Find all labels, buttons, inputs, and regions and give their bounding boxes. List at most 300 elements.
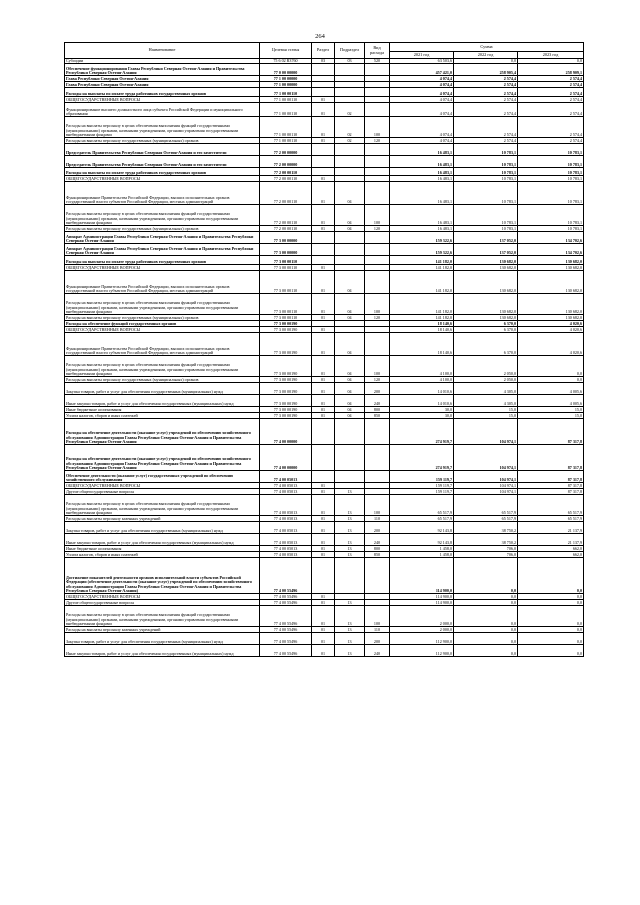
row-name-cell: Председатель Правительства Республики Северная Осетия-Алания и его заместители [65,156,260,168]
row-expense-type-cell: 100 [365,356,390,377]
row-sum-2022-cell: 130 682,0 [454,294,518,315]
table-row [65,244,584,256]
row-name-cell: Расходы на выплаты по оплате труда работников государственных органов [65,168,260,176]
row-target-article-cell: 77 4 00 55496 [260,558,312,594]
table-row [65,534,584,546]
row-subsection-cell: 13 [335,600,365,606]
row-sum-2021-cell: 4 100,0 [390,377,454,383]
row-name-cell: Другие общегосударственные вопросы [65,489,260,495]
row-subsection-cell: 13 [335,516,365,522]
row-name-cell: Председатель Правительства Республики Северная Осетия-Алания и его заместители [65,144,260,156]
row-target-article-cell: 77 3 00 00190 [260,413,312,419]
row-name-cell: Расходы на выплаты персоналу в целях обеспечения выполнения функций государственными (муниципальными) органами, казенными учреждениями, органами управления государственными внебюджетными фондами [65,205,260,226]
row-subsection-cell [335,64,365,76]
row-expense-type-cell: 100 [365,495,390,516]
row-expense-type-cell [365,168,390,176]
row-expense-type-cell: 850 [365,552,390,558]
row-sum-2021-cell: 30,0 [390,413,454,419]
row-sum-2021-cell: 114 900,0 [390,600,454,606]
row-section-cell: 01 [312,594,335,600]
row-sum-2023-cell: 87 317,8 [518,471,584,483]
row-section-cell: 01 [312,495,335,516]
row-target-article-cell: 77 2 00 00110 [260,226,312,232]
row-section-cell [312,419,335,445]
row-sum-2023-cell: 65 517,9 [518,495,584,516]
row-name-cell: Функционирование Правительства Российской Федерации, высших исполнительных органов государственной власти субъектов Российской Федерации, местных администраций [65,271,260,294]
budget-table [64,42,584,657]
row-subsection-cell: 13 [335,633,365,645]
row-subsection-cell: 02 [335,117,365,138]
row-name-cell: Обеспечение функционирования Главы Республики Северная Осетия-Алания и Правительства Республики Северная Осетия-Алания [65,64,260,76]
row-sum-2023-cell: 10 783,1 [518,182,584,205]
row-sum-2023-cell: 4 005,6 [518,383,584,395]
row-sum-2023-cell: 2 574,4 [518,82,584,88]
row-sum-2022-cell: 0,0 [454,558,518,594]
row-name-cell: Расходы на обеспечение функций государственных органов [65,321,260,327]
table-row [65,395,584,407]
row-name-cell: Функционирование Правительства Российской Федерации, высших исполнительных органов государственной власти субъектов Российской Федерации, местных администраций [65,182,260,205]
row-sum-2021-cell: 30,0 [390,407,454,413]
row-section-cell: 01 [312,182,335,205]
row-sum-2022-cell: 2 050,0 [454,377,518,383]
row-sum-2021-cell: 141 182,0 [390,256,454,265]
row-expense-type-cell [365,445,390,471]
row-sum-2022-cell: 4 305,0 [454,383,518,395]
row-sum-2023-cell: 0,0 [518,645,584,657]
row-sum-2022-cell: 104 974,1 [454,445,518,471]
row-sum-2023-cell: 0,0 [518,377,584,383]
row-sum-2022-cell: 6 370,0 [454,333,518,356]
row-sum-2022-cell: 38 750,2 [454,522,518,534]
row-expense-type-cell [365,156,390,168]
row-sum-2022-cell: 2 574,4 [454,82,518,88]
row-expense-type-cell: 100 [365,606,390,627]
row-name-cell: Иные закупки товаров, работ и услуг для обеспечения государственных (муниципальных) нужд [65,645,260,657]
row-sum-2023-cell: 87 317,8 [518,489,584,495]
row-sum-2023-cell: 4 020,6 [518,333,584,356]
row-target-article-cell: 77 0 00 00000 [260,64,312,76]
header-year-2021: 2021 год [390,52,454,59]
row-target-article-cell: 77 3 00 00110 [260,315,312,321]
row-sum-2021-cell: 16 483,1 [390,156,454,168]
row-section-cell: 01 [312,413,335,419]
row-section-cell [312,168,335,176]
row-target-article-cell: 77 4 00 00000 [260,445,312,471]
row-section-cell: 01 [312,534,335,546]
row-sum-2022-cell: 10 783,1 [454,156,518,168]
row-sum-2021-cell: 457 421,0 [390,64,454,76]
row-sum-2023-cell: 0,0 [518,356,584,377]
header-expense-type: Вид расхода [365,43,390,59]
row-sum-2022-cell: 137 052,0 [454,232,518,244]
header-subsection: Подраздел [335,43,365,59]
row-sum-2022-cell: 2 574,4 [454,138,518,144]
row-name-cell: ОБЩЕГОСУДАРСТВЕННЫЕ ВОПРОСЫ [65,97,260,103]
row-expense-type-cell: 200 [365,633,390,645]
row-sum-2023-cell: 0,0 [518,558,584,594]
row-sum-2021-cell: 14 010,6 [390,395,454,407]
table-row [65,144,584,156]
row-name-cell: Расходы на выплаты персоналу в целях обеспечения выполнения функций государственными (муниципальными) органами, казенными учреждениями, органами управления государственными внебюджетными фондами [65,495,260,516]
row-subsection-cell: 13 [335,627,365,633]
row-sum-2023-cell: 10 783,1 [518,144,584,156]
row-section-cell: 01 [312,97,335,103]
row-subsection-cell [335,419,365,445]
row-sum-2023-cell: 10 783,1 [518,176,584,182]
row-sum-2023-cell: 15,0 [518,413,584,419]
header-sum: Сумма [390,43,584,52]
row-expense-type-cell: 200 [365,383,390,395]
row-sum-2023-cell: 15,0 [518,407,584,413]
row-subsection-cell [335,256,365,265]
row-target-article-cell: 77 2 00 00000 [260,144,312,156]
row-sum-2023-cell: 0,0 [518,59,584,64]
row-section-cell: 01 [312,489,335,495]
row-section-cell: 01 [312,383,335,395]
row-sum-2022-cell: 6 370,0 [454,321,518,327]
row-sum-2023-cell: 0,0 [518,627,584,633]
row-sum-2022-cell: 10 783,1 [454,226,518,232]
row-sum-2023-cell: 87 317,8 [518,445,584,471]
row-name-cell: Расходы на выплаты персоналу государственных (муниципальных) органов [65,377,260,383]
table-row [65,103,584,117]
row-expense-type-cell: 110 [365,516,390,522]
row-sum-2021-cell: 4 074,4 [390,76,454,82]
row-expense-type-cell [365,232,390,244]
row-name-cell: Достижение показателей деятельности органов исполнительной власти субъектов Российской Федерации (обеспечение деятельности (оказание услуг) учреждений по обеспечению хозяйственного обслуживания Администрации Главы Республики Северная Осетия-Алания и Правительства Республики Северная Осетия-Алания) [65,558,260,594]
row-name-cell: Расходы на выплаты персоналу в целях обеспечения выполнения функций государственными (муниципальными) органами, казенными учреждениями, органами управления государственными внебюджетными фондами [65,117,260,138]
row-sum-2023-cell: 130 682,0 [518,294,584,315]
row-name-cell: Расходы на выплаты персоналу в целях обеспечения выполнения функций государственными (муниципальными) органами, казенными учреждениями, органами управления государственными внебюджетными фондами [65,356,260,377]
row-expense-type-cell [365,471,390,483]
row-expense-type-cell [365,558,390,594]
row-expense-type-cell [365,88,390,97]
row-section-cell: 01 [312,117,335,138]
row-sum-2021-cell: 114 900,0 [390,558,454,594]
row-name-cell: Расходы на выплаты по оплате труда работников государственных органов [65,256,260,265]
row-name-cell: Глава Республики Северная Осетия-Алания [65,76,260,82]
row-target-article-cell: 77 4 00 05013 [260,552,312,558]
row-sum-2023-cell: 10 783,1 [518,156,584,168]
row-section-cell [312,471,335,483]
row-sum-2021-cell: 159 322,6 [390,244,454,256]
row-sum-2021-cell: 141 182,0 [390,271,454,294]
row-expense-type-cell: 520 [365,59,390,64]
row-section-cell [312,256,335,265]
row-expense-type-cell: 800 [365,407,390,413]
row-sum-2022-cell: 0,0 [454,645,518,657]
row-section-cell: 01 [312,315,335,321]
row-expense-type-cell: 850 [365,413,390,419]
row-subsection-cell: 02 [335,103,365,117]
row-subsection-cell: 04 [335,315,365,321]
table-row [65,64,584,76]
row-subsection-cell: 04 [335,294,365,315]
row-name-cell: Иные бюджетные ассигнования [65,407,260,413]
row-name-cell: Глава Республики Северная Осетия-Алания [65,82,260,88]
row-target-article-cell: 77 2 00 00110 [260,168,312,176]
row-section-cell [312,244,335,256]
row-name-cell: ОБЩЕГОСУДАРСТВЕННЫЕ ВОПРОСЫ [65,594,260,600]
row-target-article-cell: 77 1 00 00110 [260,138,312,144]
table-row [65,445,584,471]
row-sum-2023-cell: 662,0 [518,546,584,552]
row-sum-2022-cell: 130 682,0 [454,265,518,271]
row-section-cell: 01 [312,333,335,356]
row-target-article-cell: 77 4 00 55496 [260,594,312,600]
header-section: Раздел [312,43,335,59]
row-target-article-cell: 77 3 00 00000 [260,232,312,244]
row-sum-2021-cell: 92 143,8 [390,522,454,534]
row-section-cell: 01 [312,356,335,377]
row-sum-2022-cell: 15,0 [454,413,518,419]
row-sum-2023-cell: 4 005,6 [518,395,584,407]
row-expense-type-cell: 120 [365,226,390,232]
row-section-cell: 01 [312,327,335,333]
row-subsection-cell: 02 [335,138,365,144]
row-subsection-cell [335,168,365,176]
row-subsection-cell [335,445,365,471]
table-row [65,315,584,321]
row-expense-type-cell [365,64,390,76]
row-target-article-cell: 77 3 00 00190 [260,333,312,356]
row-expense-type-cell: 120 [365,138,390,144]
row-sum-2021-cell: 18 140,6 [390,327,454,333]
row-target-article-cell: 77 3 00 00110 [260,256,312,265]
row-name-cell: Расходы на обеспечение деятельности (оказание услуг) учреждений по обеспечению хозяйственного обслуживания Администрации Главы Республики Северная Осетия-Алания и Правительства Республики Северная Осетия-Алания [65,445,260,471]
row-target-article-cell: 77 3 00 00190 [260,407,312,413]
row-name-cell: Иные бюджетные ассигнования [65,546,260,552]
row-subsection-cell: 13 [335,552,365,558]
row-sum-2021-cell: 1 458,0 [390,552,454,558]
row-expense-type-cell: 120 [365,377,390,383]
row-sum-2022-cell: 10 783,1 [454,144,518,156]
row-expense-type-cell: 110 [365,627,390,633]
row-sum-2022-cell: 0,0 [454,606,518,627]
row-section-cell: 01 [312,226,335,232]
row-sum-2022-cell: 0,0 [454,594,518,600]
header-target-article: Целевая статья [260,43,312,59]
row-section-cell: 01 [312,546,335,552]
row-sum-2022-cell: 0,0 [454,600,518,606]
row-expense-type-cell [365,333,390,356]
row-sum-2022-cell: 38 750,2 [454,534,518,546]
row-sum-2023-cell: 87 317,8 [518,419,584,445]
row-target-article-cell: 77 1 00 00110 [260,103,312,117]
row-expense-type-cell: 200 [365,522,390,534]
row-name-cell: Уплата налогов, сборов и иных платежей [65,552,260,558]
row-name-cell: Аппарат Администрации Главы Республики Северная Осетия-Алания и Правительства Республики Северная Осетия-Алания [65,244,260,256]
row-section-cell: 01 [312,633,335,645]
row-expense-type-cell: 240 [365,534,390,546]
row-name-cell: Иные закупки товаров, работ и услуг для обеспечения государственных (муниципальных) нужд [65,395,260,407]
row-sum-2021-cell: 4 074,4 [390,138,454,144]
table-row [65,471,584,483]
row-target-article-cell: 77 3 00 00110 [260,265,312,271]
row-sum-2021-cell: 1 458,0 [390,546,454,552]
row-name-cell: ОБЩЕГОСУДАРСТВЕННЫЕ ВОПРОСЫ [65,483,260,489]
row-target-article-cell: 77 3 00 00190 [260,383,312,395]
row-target-article-cell: 77 4 00 55496 [260,627,312,633]
row-target-article-cell: 77 2 00 00110 [260,182,312,205]
row-subsection-cell: 13 [335,534,365,546]
row-name-cell: Расходы на выплаты по оплате труда работников государственных органов [65,88,260,97]
row-sum-2023-cell: 130 682,0 [518,265,584,271]
row-sum-2022-cell: 10 783,1 [454,176,518,182]
row-sum-2022-cell: 10 783,1 [454,168,518,176]
table-row [65,294,584,315]
table-row [65,271,584,294]
row-sum-2021-cell: 4 074,4 [390,117,454,138]
row-sum-2022-cell: 10 783,1 [454,182,518,205]
table-row [65,522,584,534]
row-sum-2022-cell: 2 574,4 [454,88,518,97]
table-row [65,633,584,645]
row-name-cell: Аппарат Администрации Главы Республики Северная Осетия-Алания и Правительства Республики Северная Осетия-Алания [65,232,260,244]
row-sum-2022-cell: 2 574,4 [454,76,518,82]
row-name-cell: Расходы на выплаты персоналу казенных учреждений [65,627,260,633]
row-sum-2023-cell: 2 574,4 [518,97,584,103]
row-subsection-cell: 13 [335,645,365,657]
row-subsection-cell: 04 [335,356,365,377]
row-sum-2022-cell: 4 305,0 [454,395,518,407]
row-sum-2021-cell: 141 182,0 [390,265,454,271]
row-subsection-cell: 13 [335,522,365,534]
row-sum-2022-cell: 104 974,1 [454,471,518,483]
table-row [65,383,584,395]
row-sum-2023-cell: 2 574,4 [518,103,584,117]
row-section-cell [312,445,335,471]
page-number: 264 [315,33,325,40]
table-row [65,168,584,176]
row-sum-2021-cell: 141 182,0 [390,315,454,321]
row-section-cell: 01 [312,205,335,226]
row-sum-2021-cell: 4 074,4 [390,103,454,117]
table-row [65,333,584,356]
row-subsection-cell: 13 [335,489,365,495]
row-target-article-cell: 77 2 00 00110 [260,205,312,226]
row-sum-2021-cell: 4 074,4 [390,97,454,103]
row-target-article-cell: 77 4 00 05013 [260,489,312,495]
table-row [65,226,584,232]
row-sum-2021-cell: 16 483,1 [390,182,454,205]
table-row [65,645,584,657]
row-sum-2022-cell: 10 783,1 [454,205,518,226]
row-sum-2023-cell: 2 574,4 [518,138,584,144]
row-section-cell [312,558,335,594]
row-name-cell: Закупка товаров, работ и услуг для обеспечения государственных (муниципальных) нужд [65,522,260,534]
row-subsection-cell [335,88,365,97]
table-row [65,356,584,377]
row-subsection-cell: 04 [335,407,365,413]
row-section-cell: 01 [312,294,335,315]
row-sum-2021-cell: 2 000,0 [390,627,454,633]
table-row [65,88,584,97]
table-row [65,232,584,244]
row-name-cell: ОБЩЕГОСУДАРСТВЕННЫЕ ВОПРОСЫ [65,265,260,271]
table-header [65,43,584,59]
row-sum-2022-cell: 65 517,9 [454,495,518,516]
row-sum-2023-cell: 0,0 [518,606,584,627]
row-sum-2021-cell: 141 182,0 [390,294,454,315]
row-expense-type-cell [365,256,390,265]
header-name: Наименование [65,43,260,59]
row-sum-2023-cell: 10 783,1 [518,168,584,176]
row-subsection-cell: 03 [335,59,365,64]
row-name-cell: Иные закупки товаров, работ и услуг для обеспечения государственных (муниципальных) нужд [65,534,260,546]
row-subsection-cell: 04 [335,226,365,232]
row-target-article-cell: 77 4 00 00000 [260,419,312,445]
row-target-article-cell: 77 2 00 00110 [260,176,312,182]
row-section-cell [312,156,335,168]
row-name-cell: Расходы на выплаты персоналу государственных (муниципальных) органов [65,315,260,321]
row-sum-2021-cell: 4 074,4 [390,82,454,88]
row-sum-2021-cell: 114 900,0 [390,594,454,600]
row-target-article-cell: 77 1 00 00110 [260,97,312,103]
row-expense-type-cell [365,419,390,445]
row-sum-2021-cell: 159 119,7 [390,489,454,495]
row-sum-2022-cell: 15,0 [454,407,518,413]
row-section-cell: 01 [312,516,335,522]
row-sum-2021-cell: 4 100,0 [390,356,454,377]
row-sum-2023-cell: 65 517,9 [518,516,584,522]
row-target-article-cell: 77 2 00 00000 [260,156,312,168]
row-target-article-cell: 77 3 00 00190 [260,377,312,383]
row-subsection-cell [335,471,365,483]
row-sum-2021-cell: 16 483,1 [390,205,454,226]
row-sum-2023-cell: 0,0 [518,594,584,600]
row-subsection-cell: 13 [335,495,365,516]
row-sum-2023-cell: 21 137,9 [518,522,584,534]
table-row [65,256,584,265]
row-sum-2023-cell: 134 702,6 [518,232,584,244]
row-target-article-cell: 77 1 00 00110 [260,88,312,97]
row-section-cell: 01 [312,645,335,657]
table-row [65,138,584,144]
row-name-cell: Функционирование Правительства Российской Федерации, высших исполнительных органов государственной власти субъектов Российской Федерации, местных администраций [65,333,260,356]
table-row [65,606,584,627]
row-name-cell: Другие общегосударственные вопросы [65,600,260,606]
row-target-article-cell: 77 3 00 00190 [260,327,312,333]
header-year-2023: 2023 год [518,52,584,59]
row-section-cell: 01 [312,606,335,627]
row-sum-2022-cell: 104 974,1 [454,483,518,489]
row-subsection-cell [335,232,365,244]
table-row [65,419,584,445]
row-sum-2021-cell: 18 140,6 [390,333,454,356]
row-target-article-cell: 77 4 00 55496 [260,633,312,645]
row-sum-2022-cell: 2 574,4 [454,117,518,138]
row-sum-2021-cell: 4 074,4 [390,88,454,97]
row-section-cell: 01 [312,395,335,407]
row-target-article-cell: 77 4 00 05013 [260,522,312,534]
row-expense-type-cell [365,144,390,156]
row-section-cell [312,232,335,244]
row-section-cell [312,64,335,76]
row-sum-2021-cell: 14 010,6 [390,383,454,395]
row-sum-2021-cell: 112 900,0 [390,645,454,657]
row-sum-2023-cell: 0,0 [518,633,584,645]
row-expense-type-cell [365,103,390,117]
row-target-article-cell: 77 3 00 00190 [260,321,312,327]
row-sum-2022-cell: 137 052,0 [454,244,518,256]
row-target-article-cell: 77 3 00 00110 [260,294,312,315]
row-subsection-cell [335,156,365,168]
row-sum-2022-cell: 6 370,0 [454,327,518,333]
row-target-article-cell: 77 3 00 00190 [260,356,312,377]
row-target-article-cell: 77 4 00 05013 [260,546,312,552]
row-section-cell: 01 [312,271,335,294]
